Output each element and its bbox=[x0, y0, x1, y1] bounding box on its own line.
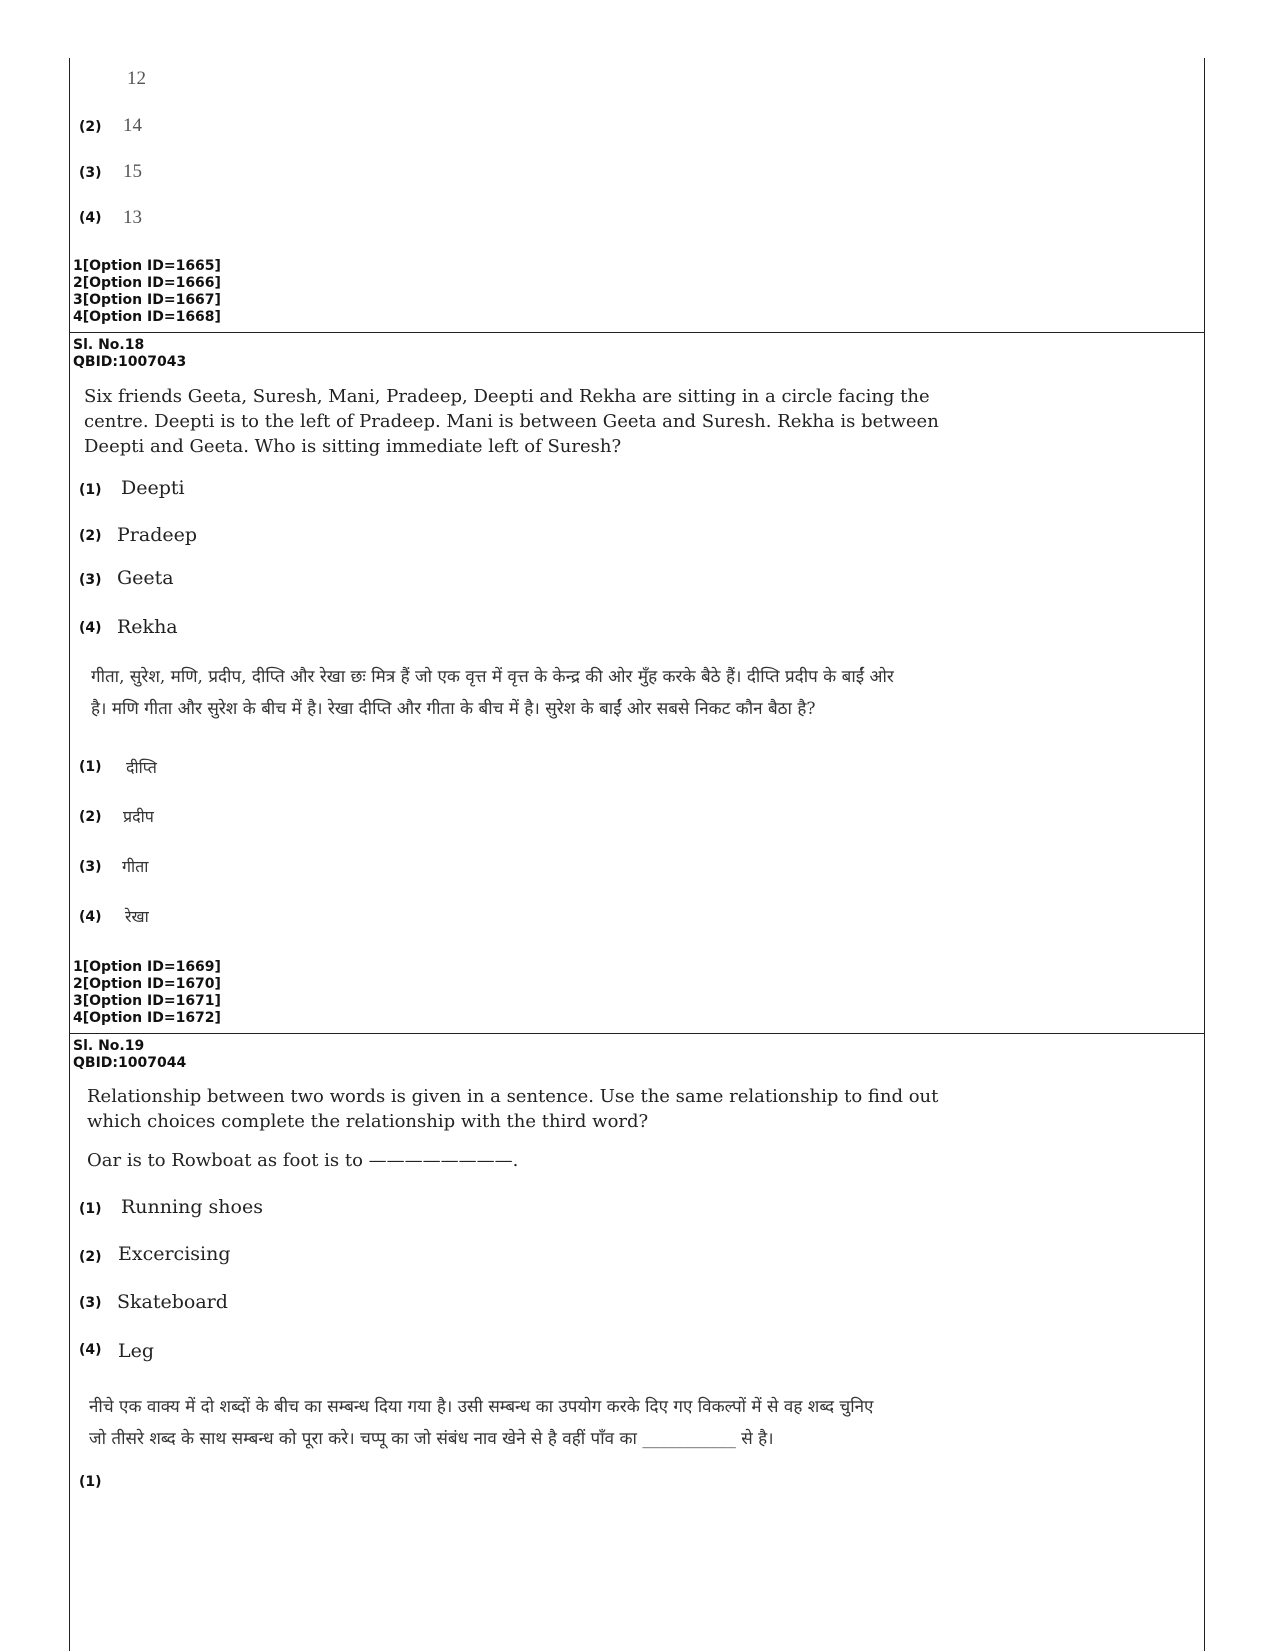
option-id-list bbox=[73, 959, 221, 1027]
question-line: centre. Deepti is to the left of Pradeep. Mani is between Geeta and Suresh. Rekha is between bbox=[84, 411, 939, 432]
question-line: नीचे एक वाक्य में दो शब्दों के बीच का सम्बन्ध दिया गया है। उसी सम्बन्ध का उपयोग करके दिए गए विकल्पों में से वह शब्द चुनिए bbox=[89, 1397, 874, 1417]
option-text: Pradeep bbox=[117, 524, 198, 546]
analogy-text: Oar is to Rowboat as foot is to ————————. bbox=[87, 1150, 519, 1171]
question-text-english bbox=[87, 1084, 938, 1134]
option-number: (4) bbox=[79, 210, 102, 226]
option-id: 1[Option ID=1669] bbox=[73, 959, 221, 975]
question-divider bbox=[70, 332, 1204, 333]
option-text: प्रदीप bbox=[123, 807, 154, 826]
qbid: QBID:1007044 bbox=[73, 1055, 187, 1071]
qbid: QBID:1007043 bbox=[73, 354, 187, 370]
question-text-hindi bbox=[89, 1391, 873, 1455]
question-line: Deepti and Geeta. Who is sitting immediate left of Suresh? bbox=[84, 436, 622, 457]
option-number: (2) bbox=[79, 119, 102, 135]
question-line: Relationship between two words is given in a sentence. Use the same relationship to find out bbox=[87, 1086, 939, 1107]
option-number: (1) bbox=[79, 759, 102, 775]
option-text: Deepti bbox=[121, 477, 185, 499]
option-number: (2) bbox=[79, 809, 102, 825]
option-text: Running shoes bbox=[121, 1196, 263, 1218]
option-number: (4) bbox=[79, 620, 102, 636]
option-number: (4) bbox=[79, 909, 102, 925]
option-id: 4[Option ID=1672] bbox=[73, 1010, 221, 1026]
option-number: (1) bbox=[79, 1474, 102, 1490]
serial-number: Sl. No.19 bbox=[73, 1038, 145, 1054]
option-number: (2) bbox=[79, 528, 102, 544]
question-line: Six friends Geeta, Suresh, Mani, Pradeep, Deepti and Rekha are sitting in a circle facing the bbox=[84, 386, 930, 407]
question-text-english bbox=[84, 384, 939, 459]
question-line: जो तीसरे शब्द के साथ सम्बन्ध को पूरा करे। चप्पू का जो संबंध नाव खेने से है वहीं पाँव का ___________ से है। bbox=[89, 1429, 774, 1449]
option-value: 13 bbox=[123, 207, 142, 228]
option-value: 12 bbox=[127, 68, 146, 89]
option-text: रेखा bbox=[125, 907, 149, 926]
question-paper-frame bbox=[69, 58, 1205, 1651]
question-line: है। मणि गीता और सुरेश के बीच में है। रेखा दीप्ति और गीता के बीच में है। सुरेश के बाईं ओर सबसे निकट कौन बैठा है? bbox=[91, 699, 816, 719]
option-text: Excercising bbox=[118, 1243, 231, 1265]
option-id: 4[Option ID=1668] bbox=[73, 309, 221, 325]
question-line: गीता, सुरेश, मणि, प्रदीप, दीप्ति और रेखा छः मित्र हैं जो एक वृत्त में वृत्त के केन्द्र की ओर मुँह करके बैठे हैं। दीप्ति प्रदीप के बाईं ओर bbox=[91, 667, 894, 687]
serial-number: Sl. No.18 bbox=[73, 337, 145, 353]
option-text: दीप्ति bbox=[126, 758, 157, 777]
option-id: 3[Option ID=1671] bbox=[73, 993, 221, 1009]
option-id: 2[Option ID=1666] bbox=[73, 275, 221, 291]
option-value: 15 bbox=[123, 161, 142, 182]
option-id-list bbox=[73, 258, 221, 326]
option-number: (3) bbox=[79, 859, 102, 875]
option-id: 3[Option ID=1667] bbox=[73, 292, 221, 308]
option-text: Geeta bbox=[117, 567, 174, 589]
question-text-hindi bbox=[91, 661, 894, 725]
option-number: (4) bbox=[79, 1342, 102, 1358]
option-number: (1) bbox=[79, 1201, 102, 1217]
option-text: Rekha bbox=[117, 616, 178, 638]
option-number: (3) bbox=[79, 165, 102, 181]
question-divider bbox=[70, 1033, 1204, 1034]
option-id: 1[Option ID=1665] bbox=[73, 258, 221, 274]
option-id: 2[Option ID=1670] bbox=[73, 976, 221, 992]
option-number: (1) bbox=[79, 482, 102, 498]
option-text: Skateboard bbox=[117, 1291, 228, 1313]
option-number: (3) bbox=[79, 572, 102, 588]
option-value: 14 bbox=[123, 115, 142, 136]
option-number: (2) bbox=[79, 1249, 102, 1265]
option-number: (3) bbox=[79, 1295, 102, 1311]
question-line: which choices complete the relationship with the third word? bbox=[87, 1111, 649, 1132]
option-text: गीता bbox=[122, 857, 149, 876]
option-text: Leg bbox=[118, 1340, 155, 1362]
